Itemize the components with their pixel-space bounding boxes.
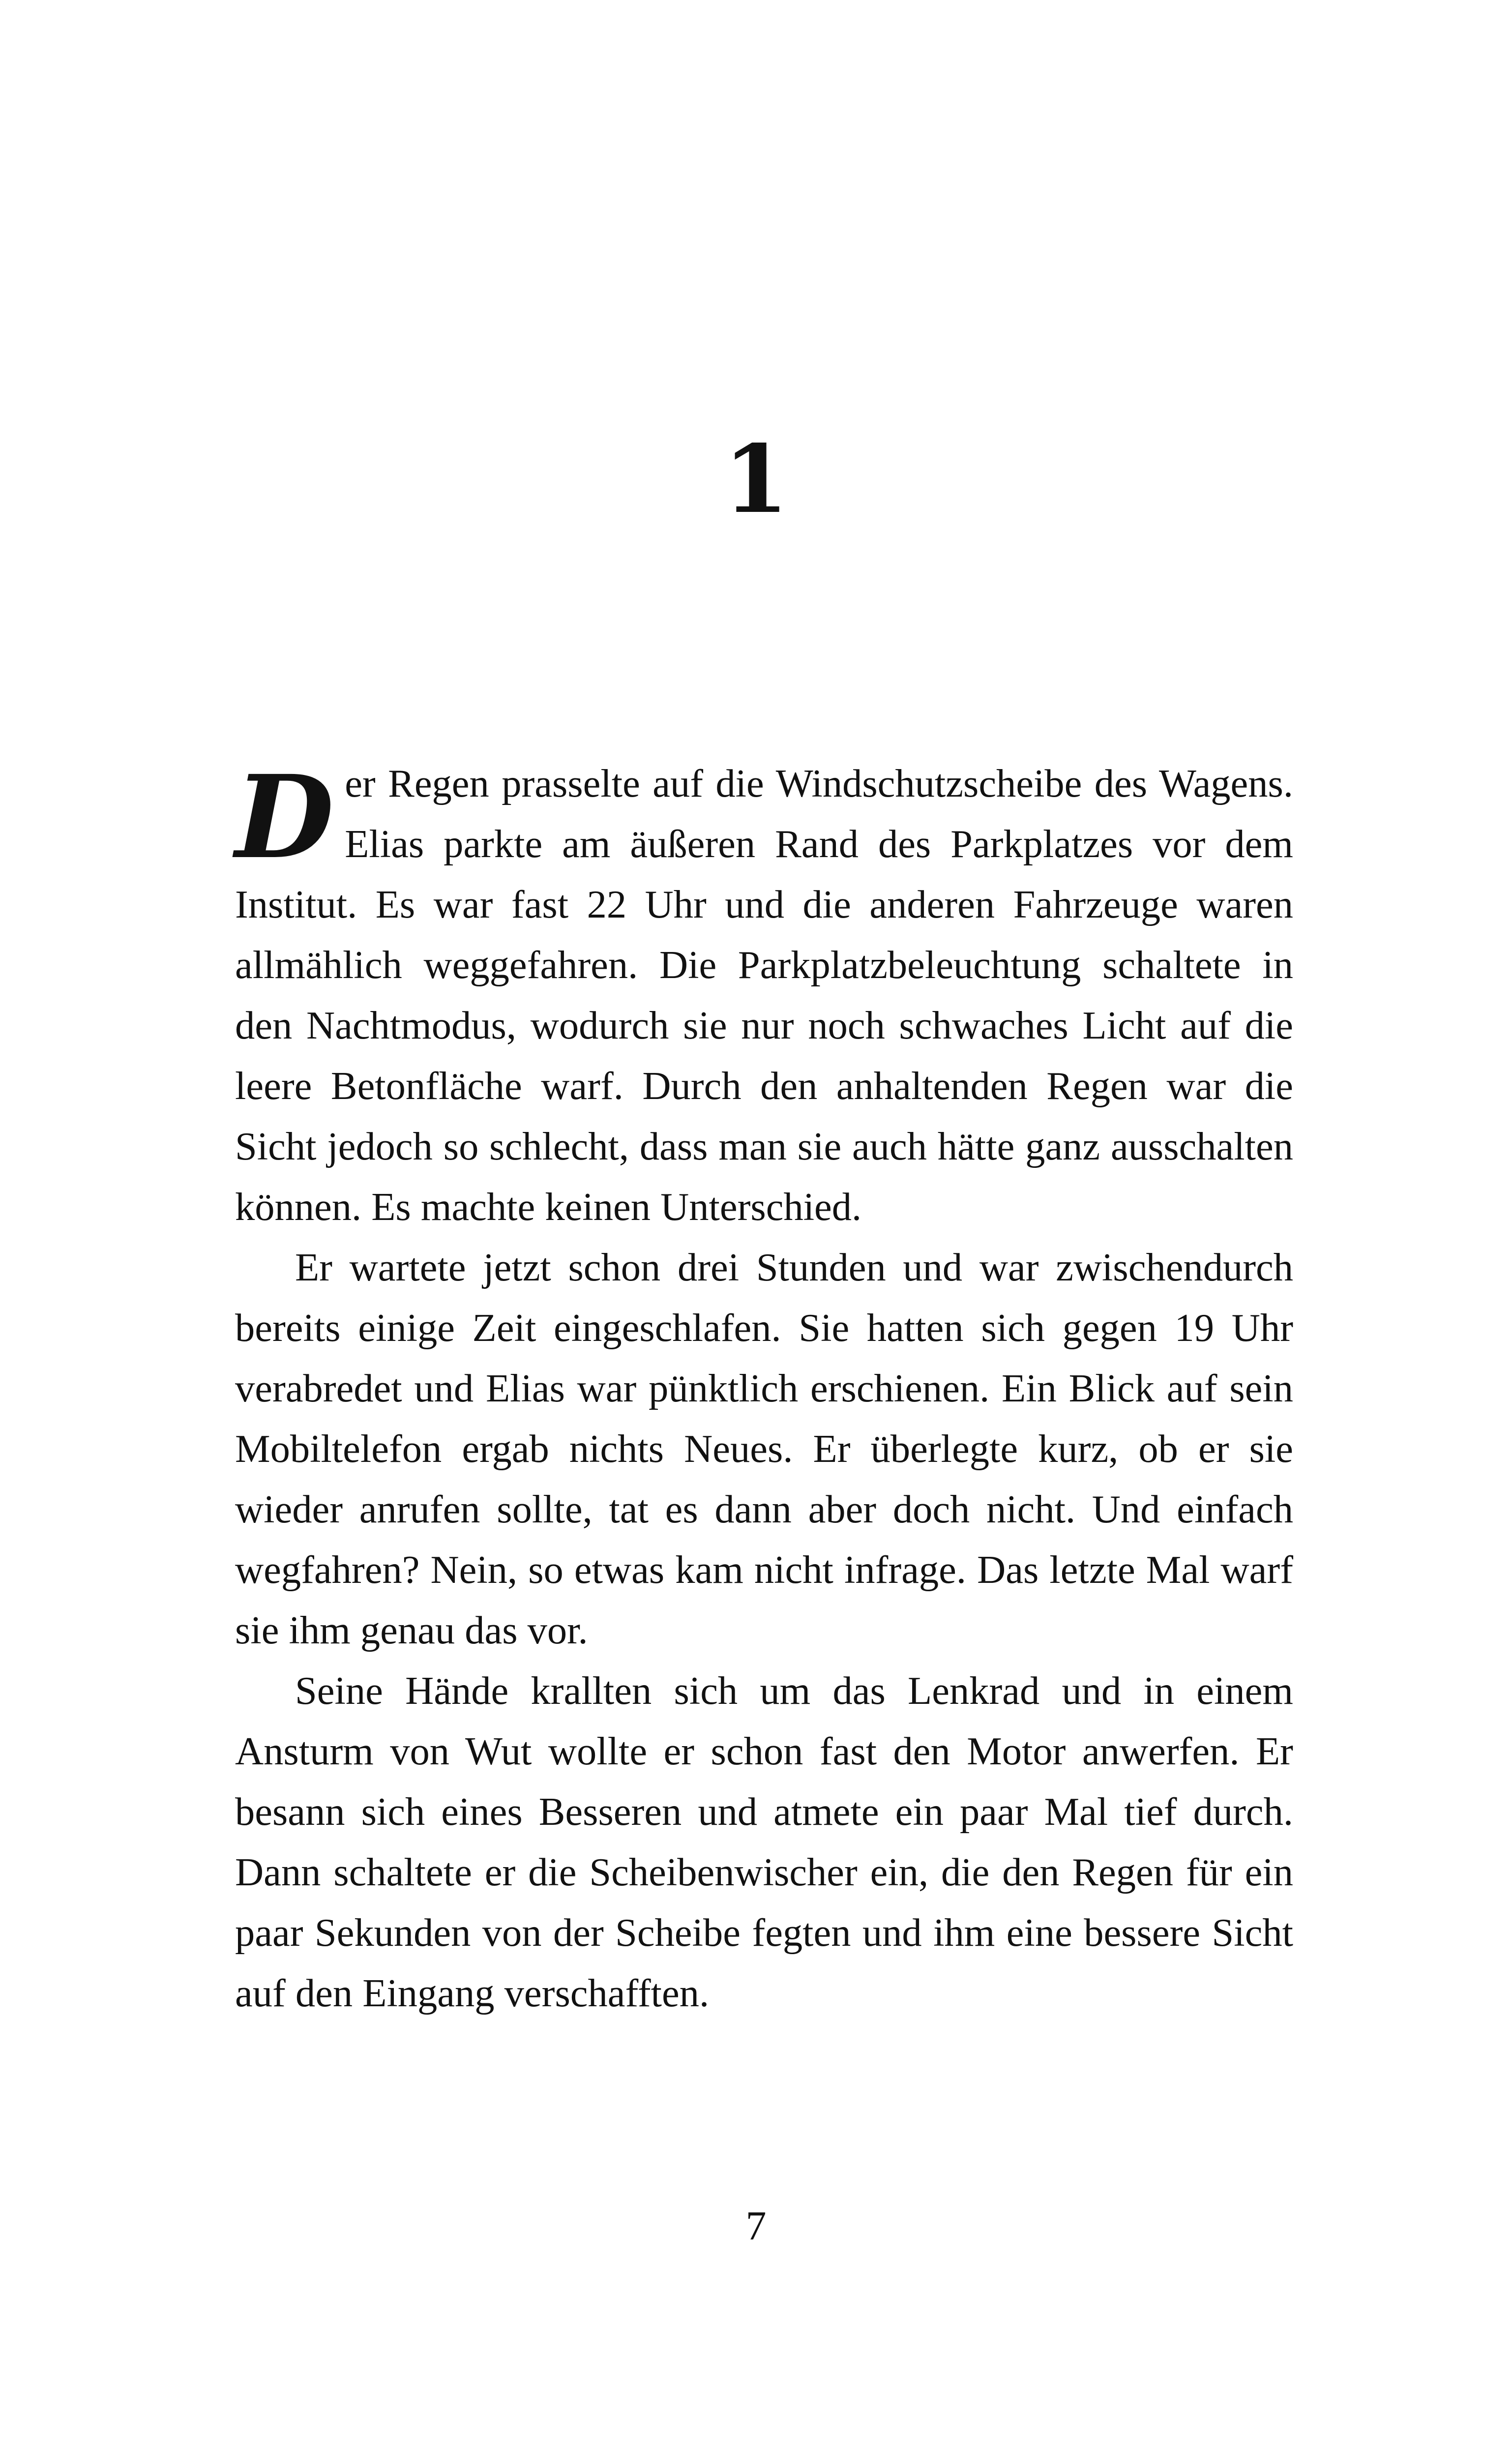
- paragraph-1: [235, 750, 1293, 1237]
- paragraph-3: Seine Hände krallten sich um das Lenkrad und in einem Ansturm von Wut wollte er schon fast den Motor anwerfen. Er besann sich eines Besseren und atmete ein paar Mal tief durch. Dann schaltete er die Scheibenwischer ein, die den Regen für ein paar Sekunden von der Scheibe fegten und ihm eine bessere Sicht auf den Eingang verschafften.: [235, 1669, 1293, 2015]
- paragraph-2: Er wartete jetzt schon drei Stunden und war zwischendurch bereits einige Zeit eingeschlafen. Sie hatten sich gegen 19 Uhr verabredet und Elias war pünktlich erschienen. Ein Blick auf sein Mobiltelefon ergab nichts Neues. Er überlegte kurz, ob er sie wieder anrufen sollte, tat es dann aber doch nicht. Und einfach wegfahren? Nein, so etwas kam nicht infrage. Das letzte Mal warf sie ihm genau das vor.: [235, 1246, 1293, 1652]
- paragraph-1-text: er Regen prasselte auf die Windschutzscheibe des Wagens. Elias parkte am äußeren Rand des Parkplatzes vor dem Institut. Es war fast 22 Uhr und die anderen Fahrzeuge waren allmählich weggefahren. Die Parkplatzbeleuchtung schaltete in den Nachtmodus, wodurch sie nur noch schwaches Licht auf die leere Betonfläche warf. Durch den anhaltenden Regen war die Sicht jedoch so schlecht, dass man sie auch hätte ganz ausschalten können. Es machte keinen Unterschied.: [235, 762, 1293, 1229]
- page-number: 7: [745, 2203, 767, 2249]
- chapter-number: 1: [723, 424, 789, 534]
- drop-cap-letter: D: [235, 750, 334, 884]
- body-text: [235, 750, 1293, 2023]
